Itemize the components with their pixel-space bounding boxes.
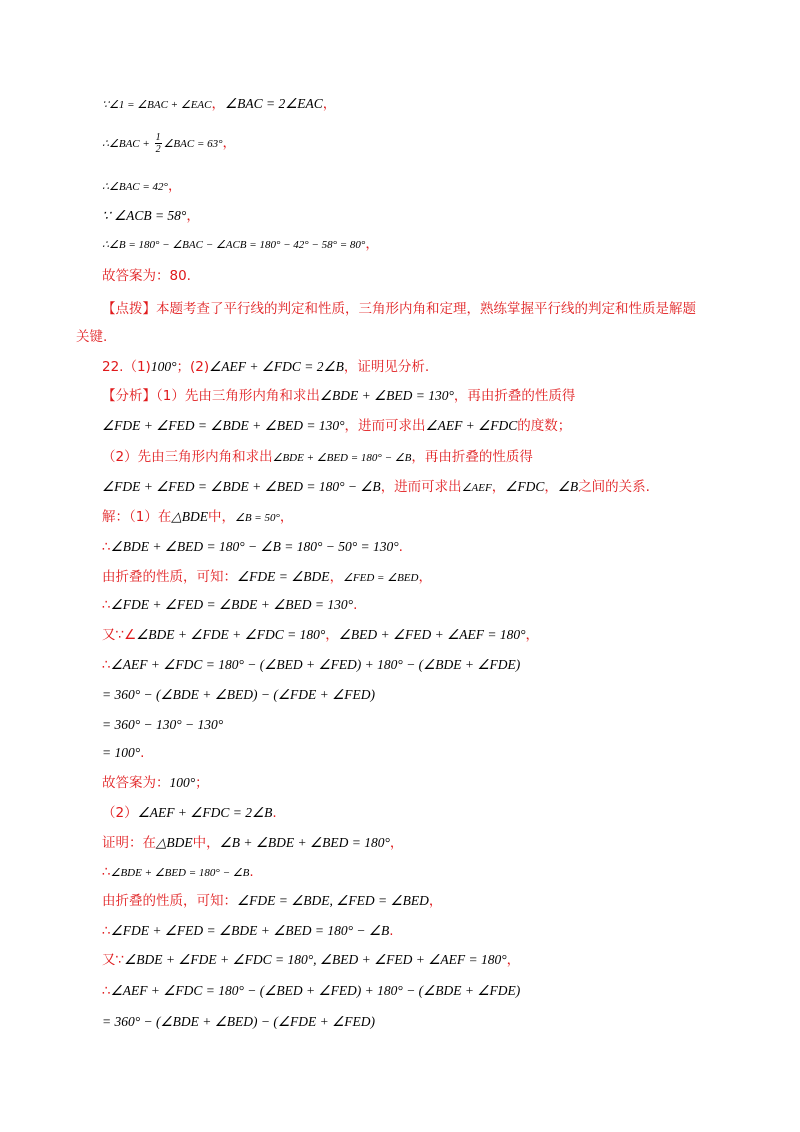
text-run: ， xyxy=(389,835,404,851)
text-run: ∴ xyxy=(102,657,111,673)
math-expression: ∠BDE + ∠BED = 180° − ∠B xyxy=(110,867,250,879)
math-expression: ∠BAC = 2∠EAC xyxy=(224,96,323,111)
math-expression: ∵∠1 = ∠BAC + ∠EAC xyxy=(102,99,212,111)
text-line-l06 xyxy=(102,266,191,286)
math-expression: ∠FDE = ∠BDE, ∠FED = ∠BED xyxy=(237,893,429,908)
text-run: . xyxy=(389,923,394,939)
text-run: ， xyxy=(525,627,539,643)
text-line-l09 xyxy=(102,357,429,377)
text-line-l23 xyxy=(102,773,209,793)
text-run: （2）先由三角形内角和求出 xyxy=(102,449,273,465)
text-run: ，再由折叠的性质得 xyxy=(453,388,576,404)
text-line-l20 xyxy=(102,685,375,705)
text-run: ， xyxy=(329,569,344,585)
text-line-l11 xyxy=(102,416,571,436)
math-expression: 100° xyxy=(150,359,177,374)
math-expression: ∠AEF xyxy=(461,482,492,494)
text-run: 由折叠的性质，可知： xyxy=(102,893,237,909)
math-expression: ∠FDE + ∠FED = ∠BDE + ∠BED = 130° xyxy=(110,597,354,612)
text-line-l15 xyxy=(102,537,403,557)
math-expression: ∠BED + ∠FED + ∠AEF = 180° xyxy=(338,627,526,642)
text-line-l14 xyxy=(102,507,293,528)
math-expression: ∴∠BAC + xyxy=(102,138,153,150)
text-run: . xyxy=(140,745,145,761)
math-expression: ∠FDC xyxy=(505,479,545,494)
text-run: 故答案为： xyxy=(102,775,170,791)
text-line-l08 xyxy=(76,327,107,347)
math-expression: ∠BDE + ∠BED = 180° − ∠B xyxy=(272,452,412,464)
text-run: 解：（1）在 xyxy=(102,509,172,525)
math-expression: = 360° − (∠BDE + ∠BED) − (∠FDE + ∠FED) xyxy=(102,1014,375,1029)
text-line-l16 xyxy=(102,567,432,588)
text-run: （2） xyxy=(102,805,138,821)
text-line-l24 xyxy=(102,803,277,823)
text-run: . xyxy=(398,539,403,555)
math-expression: ∠B + ∠BDE + ∠BED = 180° xyxy=(219,835,390,850)
math-expression: ∠FDE + ∠FED = ∠BDE + ∠BED = 180° − ∠B xyxy=(110,923,390,938)
math-expression: ∠BAC = 63° xyxy=(163,138,223,150)
text-run: ， xyxy=(506,952,521,968)
text-line-l12 xyxy=(102,447,533,468)
text-run: 【分析】（1）先由三角形内角和求出 xyxy=(102,388,320,404)
text-line-l18 xyxy=(102,625,539,645)
text-run: ∴ xyxy=(102,864,111,880)
math-expression: ∠AEF + ∠FDC xyxy=(425,418,518,433)
text-line-l04 xyxy=(102,206,200,226)
text-run: 中， xyxy=(207,509,235,525)
text-run: ， xyxy=(322,96,337,112)
text-run: 由折叠的性质，可知： xyxy=(102,569,237,585)
math-expression: ∴∠BAC = 42° xyxy=(102,181,168,193)
text-run: . xyxy=(272,805,277,821)
text-run: ，进而可求出 xyxy=(344,418,426,434)
fraction: $\frac{1}{2}$ xyxy=(155,132,161,155)
text-line-l05 xyxy=(102,234,379,255)
text-run: . xyxy=(353,597,358,613)
text-run: ∴ xyxy=(102,597,111,613)
math-expression: ∴∠B = 180° − ∠BAC − ∠ACB = 180° − 42° − 58° = 80° xyxy=(102,239,366,251)
math-expression: = 360° − (∠BDE + ∠BED) − (∠FDE + ∠FED) xyxy=(102,687,375,702)
text-line-l30 xyxy=(102,981,520,1001)
text-run: ∴ xyxy=(102,983,111,999)
text-run: ，再由折叠的性质得 xyxy=(411,449,533,465)
text-run: . xyxy=(249,864,254,880)
math-expression: ∠AEF + ∠FDC = 180° − (∠BED + ∠FED) + 180° − (∠BDE + ∠FDE) xyxy=(110,983,521,998)
math-expression: = 100° xyxy=(102,745,141,760)
text-run: ∴ xyxy=(102,923,111,939)
math-expression: ∠FDE = ∠BDE xyxy=(237,569,330,584)
math-expression: ∠FDE + ∠FED = ∠BDE + ∠BED = 130° xyxy=(102,418,345,433)
math-expression: ∠B xyxy=(557,479,579,494)
text-line-l13 xyxy=(102,477,650,498)
text-run: ， xyxy=(167,178,182,194)
text-line-l17 xyxy=(102,595,357,615)
text-run: ， xyxy=(365,236,379,252)
text-run: ， xyxy=(211,96,225,112)
text-line-l19 xyxy=(102,655,520,675)
text-line-l07 xyxy=(102,299,696,319)
text-run: ∴ xyxy=(102,539,111,555)
text-line-l27 xyxy=(102,891,442,911)
text-run: ， xyxy=(186,208,200,224)
text-line-l29 xyxy=(102,950,520,970)
math-expression: ∠BDE + ∠FDE + ∠FDC = 180° xyxy=(136,627,326,642)
text-line-l25 xyxy=(102,833,403,853)
text-run: ， xyxy=(222,135,237,151)
math-expression: ∠BDE + ∠BED = 130° xyxy=(319,388,454,403)
math-expression: ∠FED = ∠BED xyxy=(343,572,419,584)
text-run: ， xyxy=(279,509,294,525)
text-line-l01 xyxy=(102,94,336,115)
math-expression: = 360° − 130° − 130° xyxy=(102,717,224,732)
math-expression: ∠FDE + ∠FED = ∠BDE + ∠BED = 180° − ∠B xyxy=(102,479,381,494)
text-run: ， xyxy=(428,893,443,909)
text-line-l22 xyxy=(102,743,144,763)
text-run: 故答案为：80. xyxy=(102,268,191,284)
math-expression: △BDE xyxy=(156,835,193,850)
text-line-l10 xyxy=(102,386,575,406)
math-expression: △BDE xyxy=(171,509,208,524)
text-run: 又∵ xyxy=(102,952,125,968)
text-run: ， xyxy=(544,479,558,495)
text-run: 22.（1) xyxy=(102,359,151,375)
text-run: 的度数； xyxy=(517,418,572,434)
math-expression: ∵ ∠ACB = 58° xyxy=(102,208,187,223)
text-run: 关键. xyxy=(76,329,108,345)
math-expression: ∠AEF + ∠FDC = 2∠B xyxy=(137,805,273,820)
math-expression: ∠AEF + ∠FDC = 180° − (∠BED + ∠FED) + 180° − (∠BDE + ∠FDE) xyxy=(110,657,521,672)
text-run: ，进而可求出 xyxy=(380,479,462,495)
text-run: ； xyxy=(195,775,209,791)
text-line-l26 xyxy=(102,862,254,883)
text-run: 之间的关系. xyxy=(578,479,650,495)
math-expression: ∠AEF + ∠FDC = 2∠B xyxy=(209,359,344,374)
text-line-l02 xyxy=(102,132,236,155)
text-run: 证明：在 xyxy=(102,835,156,851)
text-run: 又∵∠ xyxy=(102,627,137,643)
math-expression: ∠B = 50° xyxy=(234,512,280,524)
text-run: ， xyxy=(325,627,339,643)
text-run: ， xyxy=(491,479,506,495)
text-run: 【点拨】本题考查了平行线的判定和性质，三角形内角和定理，熟练掌握平行线的判定和性质是解题 xyxy=(102,301,696,317)
text-run: ；(2) xyxy=(176,359,210,375)
text-run: 中， xyxy=(192,835,220,851)
text-run: ， xyxy=(418,569,432,585)
math-expression: 100° xyxy=(169,775,196,790)
text-line-l03 xyxy=(102,176,181,197)
text-run: ，证明见分析. xyxy=(343,359,430,375)
text-line-l31 xyxy=(102,1012,375,1032)
math-expression: ∠BDE + ∠BED = 180° − ∠B = 180° − 50° = 130° xyxy=(110,539,399,554)
text-line-l28 xyxy=(102,921,394,941)
text-line-l21 xyxy=(102,715,223,735)
math-expression: ∠BDE + ∠FDE + ∠FDC = 180°, ∠BED + ∠FED + ∠AEF = 180° xyxy=(124,952,507,967)
